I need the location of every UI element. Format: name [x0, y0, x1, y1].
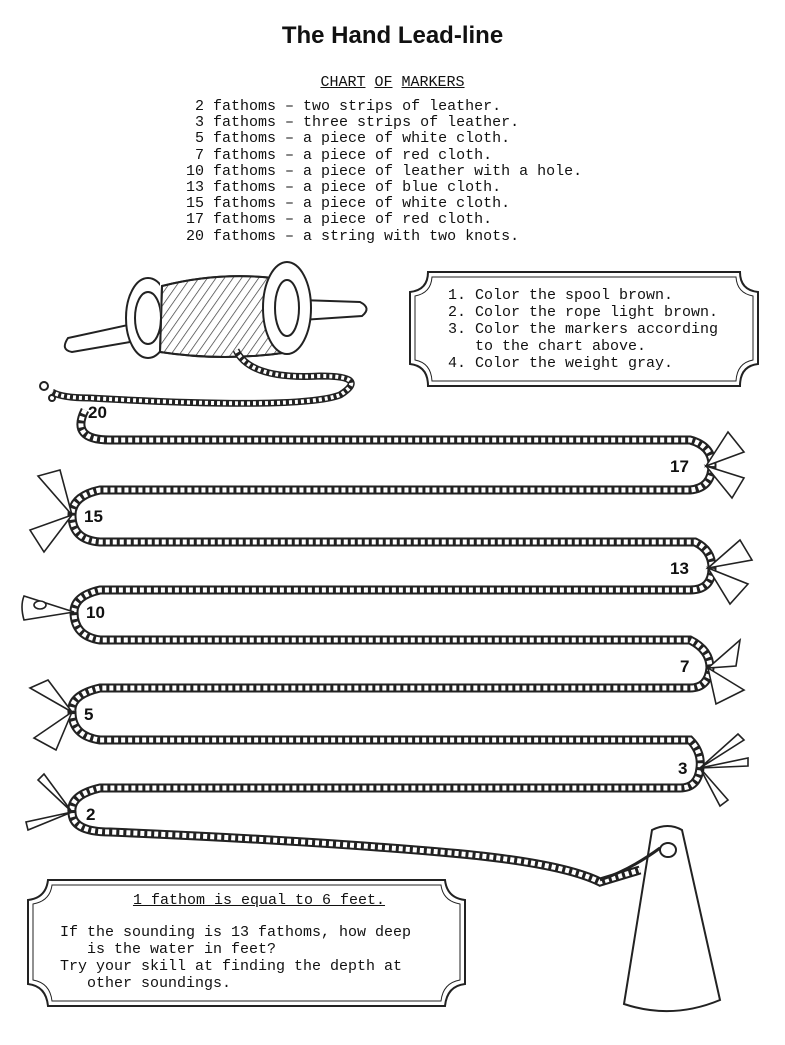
weight-drawing [600, 826, 720, 1011]
fathom-conversion: 1 fathom is equal to 6 feet. [132, 892, 386, 909]
chart-heading-word: MARKERS [401, 74, 465, 91]
marker-row: 10 fathoms – a piece of leather with a hole. [185, 162, 583, 180]
fathom-question-box [60, 892, 450, 992]
rope-label: 10 [86, 603, 105, 622]
rope-label: 15 [84, 507, 103, 526]
instruction-line: 1. Color the spool brown. [448, 287, 674, 304]
question-line: is the water in feet? [60, 941, 277, 958]
question-line: If the sounding is 13 fathoms, how deep [60, 924, 412, 941]
instruction-line: 3. Color the markers according [448, 321, 719, 338]
instruction-line: 4. Color the weight gray. [448, 355, 674, 372]
marker-row: 15 fathoms – a piece of white cloth. [185, 195, 511, 213]
rope-label: 3 [678, 759, 688, 778]
chart-heading-word: CHART [320, 74, 366, 91]
marker-row: 7 fathoms – a piece of red cloth. [194, 146, 493, 164]
instruction-line: to the chart above. [448, 338, 647, 355]
page-title: The Hand Lead-line [281, 22, 504, 49]
rope-label: 20 [88, 403, 107, 422]
marker-row: 3 fathoms – three strips of leather. [194, 114, 520, 132]
question-line: Try your skill at finding the depth at [60, 958, 403, 975]
rope-label: 7 [680, 657, 690, 676]
rope-label: 2 [86, 805, 96, 824]
marker-row: 2 fathoms – two strips of leather. [194, 98, 502, 115]
rope [72, 410, 712, 882]
question-line: other soundings. [60, 975, 232, 992]
marker-row: 17 fathoms – a piece of red cloth. [185, 211, 493, 229]
rope-label: 17 [670, 457, 689, 476]
marker-row: 5 fathoms – a piece of white cloth. [194, 130, 511, 148]
instructions [448, 287, 718, 372]
spool-drawing [65, 262, 367, 358]
instruction-line: 2. Color the rope light brown. [448, 304, 719, 321]
rope-label: 13 [670, 559, 689, 578]
marker-row: 20 fathoms – a string with two knots. [185, 227, 520, 245]
rope-label: 5 [84, 705, 94, 724]
chart-heading-word: OF [374, 74, 393, 91]
marker-row: 13 fathoms – a piece of blue cloth. [185, 179, 502, 197]
